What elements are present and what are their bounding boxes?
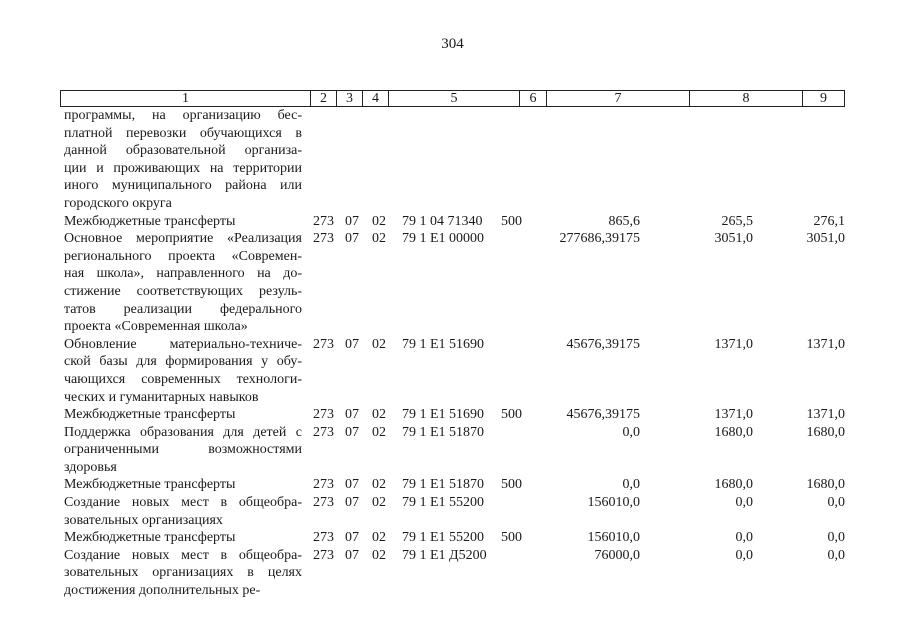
cell-col-7: 45676,39175 bbox=[566, 336, 640, 352]
row-name-line: зовательных организациях в целях bbox=[64, 565, 302, 581]
cell-col-4: 02 bbox=[372, 530, 386, 546]
row-name-line: иного муниципального района или bbox=[64, 178, 302, 194]
table-row bbox=[64, 107, 845, 213]
row-name-line: Межбюджетные трансферты bbox=[64, 407, 236, 423]
cell-col-3: 07 bbox=[345, 213, 359, 229]
header-col-7: 7 bbox=[547, 91, 690, 106]
row-name-line: Создание новых мест в общеобра- bbox=[64, 547, 302, 563]
header-col-2: 2 bbox=[311, 91, 337, 106]
cell-col-2: 273 bbox=[313, 477, 334, 493]
row-name-line: татов реализации федерального bbox=[64, 301, 302, 317]
row-name-line: Обновление материально-техниче- bbox=[64, 336, 302, 352]
row-name bbox=[64, 406, 302, 424]
table-row bbox=[64, 230, 845, 336]
row-name-line: Межбюджетные трансферты bbox=[64, 477, 236, 493]
cell-col-9: 1680,0 bbox=[806, 477, 845, 493]
row-name-line: Межбюджетные трансферты bbox=[64, 213, 236, 229]
cell-col-8: 0,0 bbox=[735, 495, 753, 511]
row-name bbox=[64, 230, 302, 336]
cell-col-3: 07 bbox=[345, 424, 359, 440]
table-row bbox=[64, 547, 845, 600]
cell-col-3: 07 bbox=[345, 477, 359, 493]
row-name-line: зовательных организациях bbox=[64, 512, 223, 528]
cell-col-7: 865,6 bbox=[608, 213, 640, 229]
cell-col-2: 273 bbox=[313, 213, 334, 229]
cell-col-5: 79 1 Е1 00000 bbox=[402, 231, 485, 247]
row-name-line: ской базы для формирования у обу- bbox=[64, 354, 302, 370]
cell-col-5: 79 1 Е1 51690 bbox=[402, 336, 485, 352]
cell-col-2: 273 bbox=[313, 547, 334, 563]
cell-col-9: 0,0 bbox=[827, 547, 845, 563]
row-name bbox=[64, 476, 302, 494]
cell-col-5: 79 1 Е1 51870 bbox=[402, 424, 485, 440]
cell-col-6: 500 bbox=[501, 213, 522, 229]
row-name bbox=[64, 547, 302, 600]
cell-col-5: 79 1 04 71340 bbox=[402, 213, 483, 229]
cell-col-5: 79 1 Е1 Д5200 bbox=[402, 547, 487, 563]
cell-col-8: 1680,0 bbox=[714, 477, 753, 493]
cell-col-9: 3051,0 bbox=[806, 231, 845, 247]
row-name-line: платной перевозки обучающихся в bbox=[64, 125, 302, 141]
cell-col-5: 79 1 Е1 51870 bbox=[402, 477, 485, 493]
row-name-line: ческих и гуманитарных навыков bbox=[64, 389, 259, 405]
table-row bbox=[64, 476, 845, 494]
cell-col-5: 79 1 Е1 51690 bbox=[402, 407, 485, 423]
row-name-line: данной образовательной организа- bbox=[64, 143, 302, 159]
header-col-9: 9 bbox=[820, 91, 827, 106]
header-col-8: 8 bbox=[690, 91, 803, 106]
row-name-line: программы, на организацию бес- bbox=[64, 108, 302, 123]
cell-col-3: 07 bbox=[345, 336, 359, 352]
cell-col-8: 1371,0 bbox=[714, 336, 753, 352]
cell-col-9: 0,0 bbox=[827, 495, 845, 511]
cell-col-5: 79 1 Е1 55200 bbox=[402, 495, 485, 511]
cell-col-9: 1680,0 bbox=[806, 424, 845, 440]
cell-col-2: 273 bbox=[313, 407, 334, 423]
row-name-line: регионального проекта «Современ- bbox=[64, 248, 302, 264]
cell-col-3: 07 bbox=[345, 495, 359, 511]
row-name-line: достижения дополнительных ре- bbox=[64, 583, 261, 599]
cell-col-7: 156010,0 bbox=[587, 530, 640, 546]
cell-col-4: 02 bbox=[372, 547, 386, 563]
cell-col-8: 0,0 bbox=[735, 530, 753, 546]
cell-col-3: 07 bbox=[345, 231, 359, 247]
cell-col-9: 0,0 bbox=[827, 530, 845, 546]
header-col-1: 1 bbox=[61, 91, 311, 106]
cell-col-7: 0,0 bbox=[622, 424, 640, 440]
cell-col-8: 1371,0 bbox=[714, 407, 753, 423]
row-name-line: ограниченными возможностями bbox=[64, 442, 302, 458]
cell-col-6: 500 bbox=[501, 407, 522, 423]
cell-col-3: 07 bbox=[345, 530, 359, 546]
row-name bbox=[64, 107, 302, 213]
cell-col-9: 276,1 bbox=[813, 213, 845, 229]
header-col-6: 6 bbox=[520, 91, 547, 106]
cell-col-2: 273 bbox=[313, 336, 334, 352]
row-name-line: стижение соответствующих резуль- bbox=[64, 283, 302, 299]
cell-col-6: 500 bbox=[501, 530, 522, 546]
row-name-line: чающихся современных технологи- bbox=[64, 371, 302, 387]
table-row bbox=[64, 213, 845, 231]
cell-col-4: 02 bbox=[372, 336, 386, 352]
cell-col-4: 02 bbox=[372, 231, 386, 247]
row-name-line: Поддержка образования для детей с bbox=[64, 424, 302, 440]
table-row bbox=[64, 529, 845, 547]
table-row bbox=[64, 336, 845, 406]
cell-col-7: 156010,0 bbox=[587, 495, 640, 511]
table-row bbox=[64, 406, 845, 424]
header-col-4: 4 bbox=[363, 91, 389, 106]
cell-col-2: 273 bbox=[313, 530, 334, 546]
cell-col-2: 273 bbox=[313, 424, 334, 440]
table-row bbox=[64, 494, 845, 529]
cell-col-5: 79 1 Е1 55200 bbox=[402, 530, 485, 546]
cell-col-6: 500 bbox=[501, 477, 522, 493]
row-name bbox=[64, 213, 302, 231]
row-name bbox=[64, 424, 302, 477]
row-name-line: Основное мероприятие «Реализация bbox=[64, 231, 302, 247]
table-body bbox=[64, 107, 845, 600]
row-name-line: Межбюджетные трансферты bbox=[64, 530, 236, 546]
row-name-line: Создание новых мест в общеобра- bbox=[64, 495, 302, 511]
cell-col-7: 76000,0 bbox=[594, 547, 640, 563]
row-name-line: ная школа», направленного на до- bbox=[64, 266, 302, 282]
row-name bbox=[64, 529, 302, 547]
cell-col-2: 273 bbox=[313, 231, 334, 247]
row-name-line: проекта «Современная школа» bbox=[64, 319, 248, 335]
header-col-3: 3 bbox=[337, 91, 363, 106]
cell-col-8: 0,0 bbox=[735, 547, 753, 563]
cell-col-8: 265,5 bbox=[721, 213, 753, 229]
cell-col-4: 02 bbox=[372, 407, 386, 423]
cell-col-8: 1680,0 bbox=[714, 424, 753, 440]
row-name bbox=[64, 494, 302, 529]
row-name-line: городского округа bbox=[64, 195, 172, 211]
cell-col-4: 02 bbox=[372, 477, 386, 493]
cell-col-9: 1371,0 bbox=[806, 336, 845, 352]
row-name bbox=[64, 336, 302, 406]
table-header bbox=[60, 90, 845, 107]
cell-col-3: 07 bbox=[345, 407, 359, 423]
header-col-5: 5 bbox=[389, 91, 520, 106]
table-row bbox=[64, 424, 845, 477]
cell-col-8: 3051,0 bbox=[714, 231, 753, 247]
cell-col-7: 0,0 bbox=[622, 477, 640, 493]
cell-col-3: 07 bbox=[345, 547, 359, 563]
cell-col-4: 02 bbox=[372, 495, 386, 511]
cell-col-4: 02 bbox=[372, 213, 386, 229]
row-name-line: здоровья bbox=[64, 459, 117, 475]
cell-col-9: 1371,0 bbox=[806, 407, 845, 423]
cell-col-2: 273 bbox=[313, 495, 334, 511]
page-number: 304 bbox=[441, 36, 464, 52]
cell-col-4: 02 bbox=[372, 424, 386, 440]
cell-col-7: 45676,39175 bbox=[566, 407, 640, 423]
row-name-line: ции и проживающих на территории bbox=[64, 160, 302, 176]
cell-col-7: 277686,39175 bbox=[559, 231, 640, 247]
